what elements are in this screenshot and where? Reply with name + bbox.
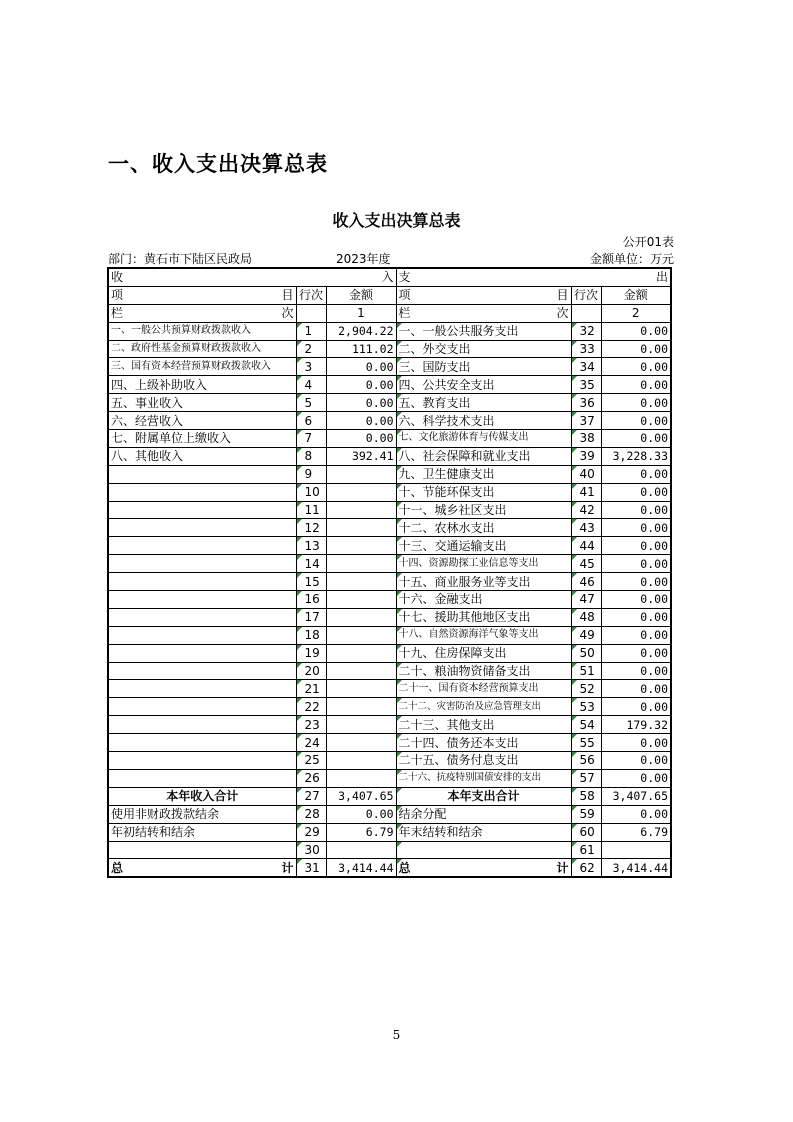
- expense-amount-cell: 0.00: [601, 412, 671, 430]
- income-item-cell: 三、国有资本经营预算财政拨款收入: [108, 358, 296, 376]
- income-item-cell: [108, 519, 296, 537]
- item-header-cell: 项 目: [396, 286, 571, 304]
- expense-item-cell: 二十三、其他支出: [396, 716, 571, 734]
- income-amount-cell: [326, 752, 396, 770]
- expense-seq-cell: 59: [571, 805, 601, 823]
- income-item-cell: [108, 573, 296, 591]
- table-row: [108, 805, 671, 823]
- income-amount-cell: [326, 483, 396, 501]
- form-code: 公开01表: [622, 235, 674, 249]
- income-item-cell: [108, 483, 296, 501]
- income-item-cell: [108, 662, 296, 680]
- income-item-cell: [108, 698, 296, 716]
- income-item-cell: [108, 752, 296, 770]
- income-item-cell: [108, 716, 296, 734]
- expense-seq-cell: 47: [571, 591, 601, 609]
- income-amount-cell: [326, 680, 396, 698]
- expense-amount-cell: 0.00: [601, 555, 671, 573]
- expense-amount-cell: 0.00: [601, 394, 671, 412]
- table-row: [108, 394, 671, 412]
- expense-seq-cell: 38: [571, 430, 601, 448]
- expense-item-cell: 十七、援助其他地区支出: [396, 608, 571, 626]
- expense-seq-cell: 43: [571, 519, 601, 537]
- expense-amount-cell: 6.79: [601, 823, 671, 841]
- income-item-cell: [108, 555, 296, 573]
- expense-amount-cell: 0.00: [601, 519, 671, 537]
- income-amount-cell: [326, 769, 396, 787]
- income-seq-cell: 10: [296, 483, 326, 501]
- income-item-cell: [108, 465, 296, 483]
- income-amount-cell: [326, 626, 396, 644]
- income-seq-cell: 6: [296, 412, 326, 430]
- expense-amount-cell: 179.32: [601, 716, 671, 734]
- income-amount-cell: 2,904.22: [326, 322, 396, 340]
- table-row: [108, 626, 671, 644]
- income-expense-table: [107, 267, 672, 878]
- expense-item-cell: 三、国防支出: [396, 358, 571, 376]
- expense-seq-cell: 48: [571, 608, 601, 626]
- expense-item-cell: 二十四、债务还本支出: [396, 734, 571, 752]
- expense-amount-cell: 0.00: [601, 752, 671, 770]
- table-row: [108, 358, 671, 376]
- income-seq-cell: 5: [296, 394, 326, 412]
- expense-seq-cell: 45: [571, 555, 601, 573]
- income-amount-cell: [326, 841, 396, 859]
- table-row: [108, 465, 671, 483]
- page-number: 5: [392, 1028, 401, 1042]
- income-amount-cell: 0.00: [326, 805, 396, 823]
- expense-item-cell: 四、公共安全支出: [396, 376, 571, 394]
- expense-item-cell: 五、教育支出: [396, 394, 571, 412]
- income-amount-cell: [326, 465, 396, 483]
- income-amount-cell: 111.02: [326, 340, 396, 358]
- expense-seq-cell: 56: [571, 752, 601, 770]
- expense-header-cell: 支 出: [396, 268, 671, 286]
- income-header-cell: 收 入: [108, 268, 396, 286]
- expense-seq-cell: 62: [571, 859, 601, 877]
- table-row: [108, 573, 671, 591]
- table-row: [108, 787, 671, 805]
- income-seq-cell: 8: [296, 447, 326, 465]
- expense-seq-cell: 61: [571, 841, 601, 859]
- table-row: [108, 716, 671, 734]
- expense-amount-cell: 0.00: [601, 430, 671, 448]
- expense-amount-cell: 0.00: [601, 608, 671, 626]
- income-amount-cell: [326, 537, 396, 555]
- expense-amount-cell: [601, 841, 671, 859]
- income-item-cell: 八、其他收入: [108, 447, 296, 465]
- expense-seq-cell: 55: [571, 734, 601, 752]
- income-item-cell: [108, 591, 296, 609]
- expense-seq-cell: 44: [571, 537, 601, 555]
- income-seq-cell: 4: [296, 376, 326, 394]
- table-row: [108, 608, 671, 626]
- income-amount-cell: [326, 698, 396, 716]
- expense-item-cell: 二十一、国有资本经营预算支出: [396, 680, 571, 698]
- expense-seq-cell: 42: [571, 501, 601, 519]
- income-seq-cell: 20: [296, 662, 326, 680]
- expense-seq-cell: 39: [571, 447, 601, 465]
- income-total-amount: 3,414.44: [326, 859, 396, 877]
- income-total-label: 总 计: [108, 859, 296, 877]
- income-seq-cell: 17: [296, 608, 326, 626]
- table-row: [108, 412, 671, 430]
- income-seq-cell: 13: [296, 537, 326, 555]
- income-amount-cell: [326, 573, 396, 591]
- header-row-columns: [108, 286, 671, 304]
- income-seq-cell: 26: [296, 769, 326, 787]
- expense-item-cell: 十二、农林水支出: [396, 519, 571, 537]
- expense-amount-cell: 0.00: [601, 591, 671, 609]
- col-index-2: 2: [601, 304, 671, 322]
- expense-seq-cell: 35: [571, 376, 601, 394]
- expense-amount-cell: 0.00: [601, 483, 671, 501]
- table-row: [108, 376, 671, 394]
- expense-amount-cell: 0.00: [601, 644, 671, 662]
- income-item-cell: 使用非财政拨款结余: [108, 805, 296, 823]
- expense-item-cell: 二十五、债务付息支出: [396, 752, 571, 770]
- expense-seq-cell: 49: [571, 626, 601, 644]
- col-index-blank: [296, 304, 326, 322]
- income-seq-cell: 24: [296, 734, 326, 752]
- table-row: [108, 555, 671, 573]
- income-amount-cell: [326, 608, 396, 626]
- table-title: 收入支出决算总表: [332, 211, 461, 230]
- income-amount-cell: [326, 519, 396, 537]
- expense-item-cell: 十四、资源勘探工业信息等支出: [396, 555, 571, 573]
- expense-item-cell: 九、卫生健康支出: [396, 465, 571, 483]
- expense-seq-cell: 36: [571, 394, 601, 412]
- income-amount-cell: [326, 734, 396, 752]
- expense-item-cell: 十三、交通运输支出: [396, 537, 571, 555]
- table-row: [108, 322, 671, 340]
- income-seq-cell: 27: [296, 787, 326, 805]
- expense-item-cell: 十、节能环保支出: [396, 483, 571, 501]
- income-item-cell: [108, 501, 296, 519]
- expense-seq-cell: 57: [571, 769, 601, 787]
- table-row: [108, 752, 671, 770]
- expense-seq-cell: 52: [571, 680, 601, 698]
- expense-item-cell: 十一、城乡社区支出: [396, 501, 571, 519]
- income-seq-cell: 28: [296, 805, 326, 823]
- income-seq-cell: 16: [296, 591, 326, 609]
- expense-item-cell: [396, 841, 571, 859]
- expense-item-cell: 十八、自然资源海洋气象等支出: [396, 626, 571, 644]
- expense-amount-cell: 0.00: [601, 769, 671, 787]
- year-label: 2023年度: [336, 252, 391, 266]
- income-seq-cell: 25: [296, 752, 326, 770]
- table-row: [108, 591, 671, 609]
- expense-amount-cell: 0.00: [601, 501, 671, 519]
- expense-item-cell: 一、一般公共服务支出: [396, 322, 571, 340]
- income-item-cell: [108, 537, 296, 555]
- expense-item-cell: 八、社会保障和就业支出: [396, 447, 571, 465]
- income-seq-cell: 1: [296, 322, 326, 340]
- expense-amount-cell: 0.00: [601, 322, 671, 340]
- income-item-cell: 一、一般公共预算财政拨款收入: [108, 322, 296, 340]
- income-amount-cell: [326, 662, 396, 680]
- income-seq-cell: 19: [296, 644, 326, 662]
- income-amount-cell: [326, 501, 396, 519]
- expense-item-cell: 二十六、抗疫特别国债安排的支出: [396, 769, 571, 787]
- income-item-cell: 年初结转和结余: [108, 823, 296, 841]
- expense-amount-cell: 0.00: [601, 358, 671, 376]
- expense-amount-cell: 0.00: [601, 626, 671, 644]
- col-index-1: 1: [326, 304, 396, 322]
- income-seq-cell: 3: [296, 358, 326, 376]
- income-amount-cell: 3,407.65: [326, 787, 396, 805]
- income-item-cell: 二、政府性基金预算财政拨款收入: [108, 340, 296, 358]
- table-row: [108, 340, 671, 358]
- expense-item-cell: 七、文化旅游体育与传媒支出: [396, 430, 571, 448]
- income-seq-cell: 31: [296, 859, 326, 877]
- income-item-cell: [108, 608, 296, 626]
- income-seq-cell: 14: [296, 555, 326, 573]
- income-item-cell: [108, 769, 296, 787]
- expense-amount-cell: 0.00: [601, 662, 671, 680]
- expense-item-cell: 十六、金融支出: [396, 591, 571, 609]
- income-amount-cell: 0.00: [326, 412, 396, 430]
- expense-amount-cell: 3,228.33: [601, 447, 671, 465]
- income-item-cell: [108, 644, 296, 662]
- expense-seq-cell: 40: [571, 465, 601, 483]
- department-label: 部门：黄石市下陆区民政局: [108, 252, 253, 266]
- header-row-income-expense: [108, 268, 671, 286]
- income-item-cell: 本年收入合计: [108, 787, 296, 805]
- item-header-cell: 项 目: [108, 286, 296, 304]
- expense-item-cell: 结余分配: [396, 805, 571, 823]
- expense-amount-cell: 0.00: [601, 698, 671, 716]
- income-seq-cell: 2: [296, 340, 326, 358]
- header-row-column-index: [108, 304, 671, 322]
- income-item-cell: 七、附属单位上缴收入: [108, 430, 296, 448]
- expense-seq-cell: 50: [571, 644, 601, 662]
- expense-item-cell: 二十、粮油物资储备支出: [396, 662, 571, 680]
- expense-seq-cell: 37: [571, 412, 601, 430]
- table-row: [108, 644, 671, 662]
- expense-seq-cell: 32: [571, 322, 601, 340]
- expense-amount-cell: 0.00: [601, 465, 671, 483]
- expense-amount-cell: 0.00: [601, 537, 671, 555]
- income-seq-cell: 18: [296, 626, 326, 644]
- expense-seq-cell: 60: [571, 823, 601, 841]
- expense-seq-cell: 54: [571, 716, 601, 734]
- expense-item-cell: 六、科学技术支出: [396, 412, 571, 430]
- expense-amount-cell: 3,407.65: [601, 787, 671, 805]
- income-item-cell: 五、事业收入: [108, 394, 296, 412]
- income-seq-cell: 30: [296, 841, 326, 859]
- income-item-cell: 六、经营收入: [108, 412, 296, 430]
- expense-item-cell: 二、外交支出: [396, 340, 571, 358]
- expense-item-cell: 二十二、灾害防治及应急管理支出: [396, 698, 571, 716]
- unit-label: 金额单位：万元: [589, 252, 674, 266]
- income-amount-cell: 0.00: [326, 430, 396, 448]
- expense-seq-cell: 51: [571, 662, 601, 680]
- table-row: [108, 501, 671, 519]
- total-row: [108, 859, 671, 877]
- expense-amount-cell: 0.00: [601, 680, 671, 698]
- income-item-cell: [108, 734, 296, 752]
- table-row: [108, 447, 671, 465]
- expense-seq-cell: 46: [571, 573, 601, 591]
- table-row: [108, 680, 671, 698]
- expense-amount-cell: 0.00: [601, 376, 671, 394]
- income-amount-cell: 6.79: [326, 823, 396, 841]
- expense-item-cell: 十五、商业服务业等支出: [396, 573, 571, 591]
- income-amount-cell: [326, 591, 396, 609]
- table-row: [108, 698, 671, 716]
- income-amount-cell: [326, 555, 396, 573]
- income-seq-cell: 9: [296, 465, 326, 483]
- income-item-cell: [108, 680, 296, 698]
- income-item-cell: [108, 841, 296, 859]
- expense-amount-cell: 0.00: [601, 573, 671, 591]
- expense-seq-cell: 58: [571, 787, 601, 805]
- table-row: [108, 537, 671, 555]
- table-row: [108, 483, 671, 501]
- amount-header-cell: 金额: [601, 286, 671, 304]
- expense-item-cell: 十九、住房保障支出: [396, 644, 571, 662]
- income-item-cell: 四、上级补助收入: [108, 376, 296, 394]
- col-index-blank: [571, 304, 601, 322]
- col-index-cell: 栏 次: [108, 304, 296, 322]
- income-seq-cell: 21: [296, 680, 326, 698]
- table-row: [108, 769, 671, 787]
- expense-total-label: 总 计: [396, 859, 571, 877]
- income-seq-cell: 12: [296, 519, 326, 537]
- expense-amount-cell: 0.00: [601, 734, 671, 752]
- table-row: [108, 734, 671, 752]
- income-amount-cell: [326, 644, 396, 662]
- income-amount-cell: 0.00: [326, 358, 396, 376]
- expense-amount-cell: 0.00: [601, 805, 671, 823]
- section-heading: 一、收入支出决算总表: [108, 152, 328, 176]
- income-amount-cell: 392.41: [326, 447, 396, 465]
- expense-item-cell: 本年支出合计: [396, 787, 571, 805]
- income-seq-cell: 11: [296, 501, 326, 519]
- table-row: [108, 519, 671, 537]
- expense-seq-cell: 53: [571, 698, 601, 716]
- expense-seq-cell: 41: [571, 483, 601, 501]
- income-seq-cell: 22: [296, 698, 326, 716]
- income-seq-cell: 7: [296, 430, 326, 448]
- income-seq-cell: 29: [296, 823, 326, 841]
- income-amount-cell: 0.00: [326, 394, 396, 412]
- table-row: [108, 823, 671, 841]
- table-row: [108, 662, 671, 680]
- expense-amount-cell: 0.00: [601, 340, 671, 358]
- table-row: [108, 430, 671, 448]
- expense-total-amount: 3,414.44: [601, 859, 671, 877]
- income-seq-cell: 15: [296, 573, 326, 591]
- income-seq-cell: 23: [296, 716, 326, 734]
- income-amount-cell: 0.00: [326, 376, 396, 394]
- seq-header-cell: 行次: [571, 286, 601, 304]
- expense-seq-cell: 33: [571, 340, 601, 358]
- income-item-cell: [108, 626, 296, 644]
- income-amount-cell: [326, 716, 396, 734]
- col-index-cell: 栏 次: [396, 304, 571, 322]
- amount-header-cell: 金额: [326, 286, 396, 304]
- seq-header-cell: 行次: [296, 286, 326, 304]
- expense-seq-cell: 34: [571, 358, 601, 376]
- table-row: [108, 841, 671, 859]
- expense-item-cell: 年末结转和结余: [396, 823, 571, 841]
